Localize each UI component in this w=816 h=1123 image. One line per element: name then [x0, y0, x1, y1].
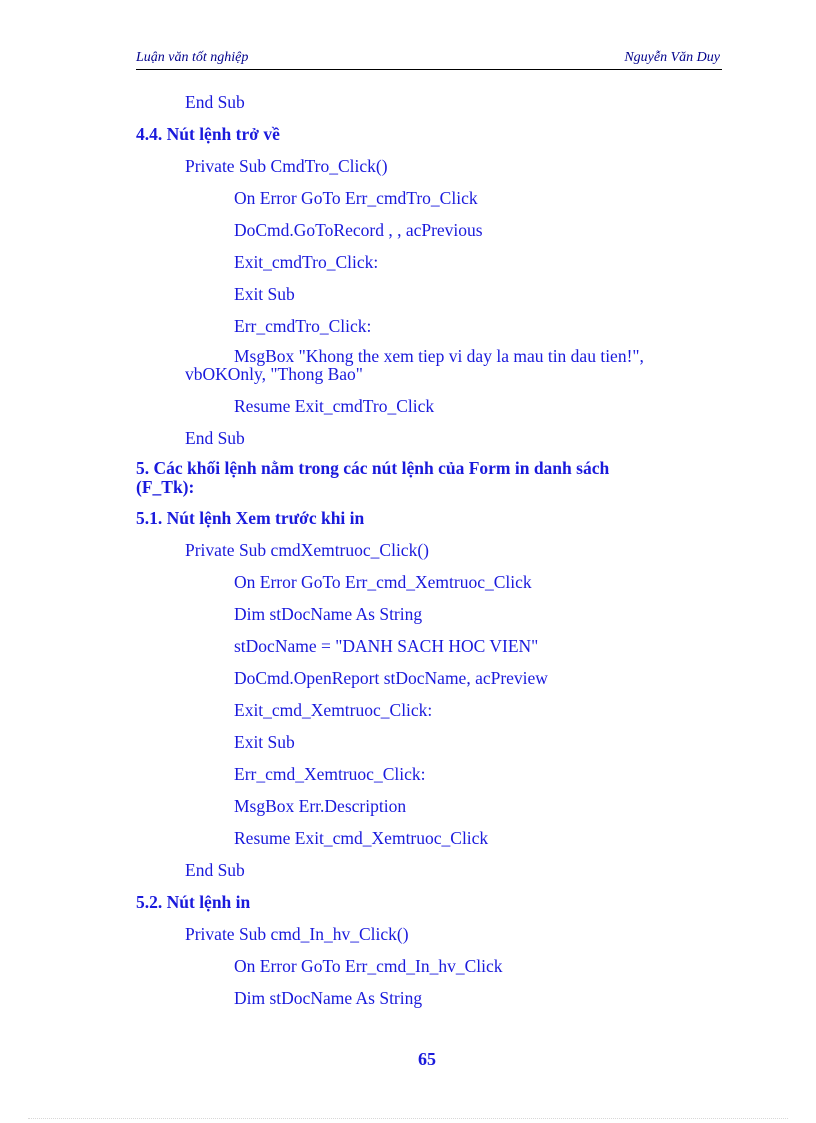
code-line: Dim stDocName As String: [234, 604, 423, 624]
section-heading: 4.4. Nút lệnh trở về: [136, 124, 280, 144]
page-bottom-divider: [28, 1118, 788, 1119]
code-line: MsgBox "Khong the xem tiep vi day la mau tin dau tien!",: [234, 346, 644, 366]
code-line: Resume Exit_cmd_Xemtruoc_Click: [234, 828, 489, 848]
code-line: stDocName = "DANH SACH HOC VIEN": [234, 636, 539, 656]
code-line: End Sub: [185, 428, 245, 448]
code-line: On Error GoTo Err_cmd_In_hv_Click: [234, 956, 503, 976]
code-line: On Error GoTo Err_cmd_Xemtruoc_Click: [234, 572, 532, 592]
code-line: Exit Sub: [234, 732, 295, 752]
code-line: Dim stDocName As String: [234, 988, 423, 1008]
code-line: vbOKOnly, "Thong Bao": [185, 364, 363, 384]
page-number: 65: [418, 1049, 436, 1069]
section-heading-text: 5. Các khối lệnh nằm trong các nút lệnh của Form in danh sách: [136, 458, 610, 478]
section-heading: [136, 460, 719, 477]
section-heading: 5.2. Nút lệnh in: [136, 892, 251, 912]
code-line: Private Sub cmdXemtruoc_Click(): [185, 540, 429, 560]
header-rule: [136, 69, 722, 70]
code-line: Private Sub CmdTro_Click(): [185, 156, 388, 176]
code-line: Private Sub cmd_In_hv_Click(): [185, 924, 409, 944]
section-heading: 5.1. Nút lệnh Xem trước khi in: [136, 508, 365, 528]
code-line: End Sub: [185, 92, 245, 112]
section-heading: (F_Tk):: [136, 477, 195, 497]
header-title: Luận văn tốt nghiệp: [136, 50, 249, 65]
code-line: DoCmd.GoToRecord , , acPrevious: [234, 220, 483, 240]
code-line: Exit Sub: [234, 284, 295, 304]
code-line: Err_cmdTro_Click:: [234, 316, 372, 336]
code-line: Exit_cmdTro_Click:: [234, 252, 379, 272]
code-line: Exit_cmd_Xemtruoc_Click:: [234, 700, 433, 720]
code-line: Resume Exit_cmdTro_Click: [234, 396, 435, 416]
header-author: Nguyễn Văn Duy: [624, 50, 720, 65]
code-line: DoCmd.OpenReport stDocName, acPreview: [234, 668, 548, 688]
code-line-wrapped: [234, 348, 717, 365]
code-line: End Sub: [185, 860, 245, 880]
code-line: MsgBox Err.Description: [234, 796, 407, 816]
code-line: On Error GoTo Err_cmdTro_Click: [234, 188, 478, 208]
code-line: Err_cmd_Xemtruoc_Click:: [234, 764, 426, 784]
